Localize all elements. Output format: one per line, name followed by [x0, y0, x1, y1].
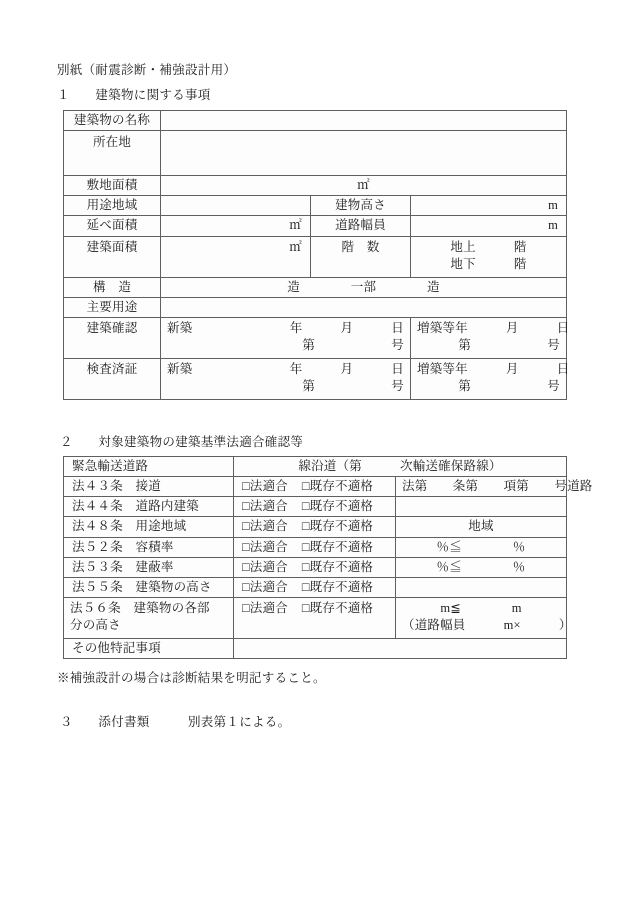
inspection-extension-number: 第 号	[458, 378, 560, 393]
article-52-label-cell	[64, 537, 234, 557]
confirmation-extension-label: 増築等	[417, 320, 456, 335]
article-44-check-group	[234, 497, 395, 516]
article-52-check-cell	[234, 537, 396, 557]
checkbox-conform-53[interactable]: □法適合	[242, 559, 288, 574]
address-value	[161, 131, 566, 139]
table-row-use-district	[64, 196, 567, 216]
article-53-detail: ％≦ ％	[436, 559, 526, 574]
article-53-detail-cell[interactable]	[396, 557, 567, 577]
article-56-label-cell	[64, 597, 234, 638]
article-55-check-group	[234, 578, 395, 597]
emergency-road-value: 線沿道（第 次輸送確保路線）	[298, 459, 502, 473]
building-name-value-cell[interactable]	[161, 111, 567, 131]
confirmation-extension-date-row	[411, 318, 570, 337]
article-56-check-group	[234, 598, 395, 617]
main-use-value-cell[interactable]	[161, 297, 567, 317]
building-height-label-cell	[311, 196, 411, 216]
building-area-unit: ㎡	[289, 239, 302, 254]
inspection-new-cell[interactable]	[161, 358, 411, 399]
inspection-new-number: 第 号	[302, 378, 404, 393]
other-notes-label-cell	[64, 638, 234, 658]
table-row-article-52	[64, 537, 567, 557]
article-48-detail: 地域	[468, 519, 494, 534]
table-row-article-55	[64, 577, 567, 597]
article-44-detail-cell[interactable]	[396, 497, 567, 517]
confirmation-extension-number: 第 号	[458, 337, 560, 352]
article-43-detail: 法第 条第 項第 号道路	[402, 479, 593, 494]
floors-above-ground: 地上 階	[450, 239, 527, 254]
inspection-new-date: 年 月 日	[289, 361, 404, 376]
document-title: 別紙（耐震診断・補強設計用）	[57, 63, 237, 77]
section-3-line: ３ 添付書類 別表第１による。	[60, 715, 291, 729]
article-48-check-group	[234, 517, 395, 536]
building-name-label-cell	[64, 111, 161, 131]
checkbox-conform-48[interactable]: □法適合	[242, 519, 288, 534]
other-notes-label: その他特記事項	[72, 640, 161, 655]
structure-value: 造 一部 造	[287, 279, 440, 294]
article-53-label-cell	[64, 557, 234, 577]
section-2-heading: ２ 対象建築物の建築基準法適合確認等	[60, 435, 304, 449]
emergency-road-label: 緊急輸送道路	[72, 459, 149, 473]
checkbox-nonconform-43[interactable]: □既存不適格	[301, 479, 374, 494]
other-notes-value	[234, 645, 566, 651]
article-55-detail	[396, 584, 566, 590]
article-48-check-cell	[234, 517, 396, 537]
compliance-table	[63, 456, 593, 659]
checkbox-conform-43[interactable]: □法適合	[242, 479, 288, 494]
table-row-main-use	[64, 297, 567, 317]
checkbox-conform-52[interactable]: □法適合	[242, 539, 288, 554]
checkbox-conform-55[interactable]: □法適合	[242, 579, 288, 594]
building-name-label: 建築物の名称	[73, 113, 151, 127]
table-row-building-name	[64, 111, 567, 131]
building-height-value-cell[interactable]	[411, 196, 567, 216]
site-area-value-cell[interactable]	[161, 176, 567, 196]
building-height-label: 建物高さ	[335, 198, 386, 213]
article-55-detail-cell[interactable]	[396, 577, 567, 597]
use-district-label-cell	[64, 196, 161, 216]
inspection-label-cell	[64, 358, 161, 399]
article-56-check-cell	[234, 597, 396, 638]
road-width-unit: m	[548, 218, 558, 233]
inspection-extension-cell[interactable]	[411, 358, 570, 399]
article-43-check-group	[234, 477, 395, 496]
checkbox-conform-56[interactable]: □法適合	[242, 600, 288, 615]
site-area-label: 敷地面積	[86, 178, 138, 193]
table-row-building-area	[64, 236, 567, 277]
article-48-detail-cell[interactable]	[396, 517, 567, 537]
use-district-value	[161, 203, 310, 209]
site-area-unit: ㎡	[357, 178, 370, 193]
building-info-table	[63, 110, 570, 400]
confirmation-label-cell	[64, 317, 161, 358]
article-56-detail-line2: （道路幅員 m× ）	[402, 618, 572, 632]
floors-value-cell[interactable]	[411, 236, 567, 277]
article-56-detail-line1: m≦ m	[440, 600, 522, 615]
section-1-heading: １ 建築物に関する事項	[57, 88, 211, 102]
article-52-detail-cell[interactable]	[396, 537, 567, 557]
road-width-value-cell[interactable]	[411, 216, 567, 236]
total-floor-area-label-cell	[64, 216, 161, 236]
inspection-extension-date-row	[411, 359, 570, 378]
article-56-detail-cell[interactable]	[396, 597, 572, 638]
building-area-value-cell[interactable]	[161, 236, 311, 277]
reinforcement-note: ※補強設計の場合は診断結果を明記すること。	[57, 671, 326, 685]
structure-label-cell	[64, 277, 161, 297]
total-floor-area-value-cell[interactable]	[161, 216, 311, 236]
main-use-value	[161, 304, 566, 310]
total-floor-area-label: 延べ面積	[86, 218, 138, 233]
inspection-label: 検査済証	[86, 361, 138, 376]
table-row-structure	[64, 277, 567, 297]
table-row-article-43	[64, 477, 567, 497]
article-44-label: 法４４条 道路内建築	[72, 499, 200, 514]
article-48-label: 法４８条 用途地域	[72, 519, 187, 534]
structure-label: 構 造	[92, 279, 132, 294]
article-44-detail	[396, 504, 566, 510]
confirmation-label: 建築確認	[86, 320, 138, 335]
table-row-article-48	[64, 517, 567, 537]
confirmation-new-cell[interactable]	[161, 317, 411, 358]
checkbox-nonconform-53[interactable]: □既存不適格	[301, 559, 374, 574]
article-52-label: 法５２条 容積率	[72, 539, 174, 554]
table-row-confirmation	[64, 317, 567, 358]
address-label: 所在地	[92, 135, 132, 150]
checkbox-nonconform-56[interactable]: □既存不適格	[301, 600, 374, 615]
emergency-road-label-cell	[64, 457, 234, 477]
confirmation-new-date: 年 月 日	[289, 320, 404, 335]
table-row-address	[64, 131, 567, 176]
table-row-total-floor-area	[64, 216, 567, 236]
checkbox-nonconform-55[interactable]: □既存不適格	[301, 579, 374, 594]
table-row-emergency-road	[64, 457, 567, 477]
inspection-extension-date: 年 月 日	[455, 361, 570, 376]
address-value-cell[interactable]	[161, 131, 567, 176]
building-area-label: 建築面積	[86, 239, 138, 254]
floors-label-cell	[311, 236, 411, 277]
confirmation-new-date-row	[161, 318, 410, 337]
article-48-label-cell	[64, 517, 234, 537]
article-43-label: 法４３条 接道	[72, 479, 161, 494]
address-label-cell	[64, 131, 161, 176]
building-height-unit: m	[548, 198, 558, 213]
table-row-inspection	[64, 358, 567, 399]
table-row-other-notes	[64, 638, 567, 658]
building-area-label-cell	[64, 236, 161, 277]
article-44-label-cell	[64, 497, 234, 517]
table-row-site-area	[64, 176, 567, 196]
table-row-article-44	[64, 497, 567, 517]
confirmation-new-label: 新築	[167, 320, 193, 335]
checkbox-nonconform-52[interactable]: □既存不適格	[301, 539, 374, 554]
article-52-detail: ％≦ ％	[436, 539, 526, 554]
article-56-label-line2: 分の高さ	[70, 618, 121, 632]
checkbox-nonconform-44[interactable]: □既存不適格	[301, 499, 374, 514]
article-53-check-group	[234, 558, 395, 577]
checkbox-nonconform-48[interactable]: □既存不適格	[301, 519, 374, 534]
road-width-label-cell	[311, 216, 411, 236]
use-district-value-cell[interactable]	[161, 196, 311, 216]
main-use-label-cell	[64, 297, 161, 317]
inspection-new-date-row	[161, 359, 410, 378]
article-52-check-group	[234, 538, 395, 557]
building-name-value	[161, 118, 566, 124]
table-row-article-56	[64, 597, 567, 638]
structure-value-cell[interactable]	[161, 277, 567, 297]
article-56-label-line1: 法５６条 建築物の各部	[70, 600, 210, 615]
article-55-check-cell	[234, 577, 396, 597]
article-44-check-cell	[234, 497, 396, 517]
confirmation-extension-cell[interactable]	[411, 317, 570, 358]
total-floor-area-unit: ㎡	[289, 218, 302, 233]
floors-label: 階 数	[341, 239, 380, 254]
article-53-label: 法５３条 建蔽率	[72, 559, 174, 574]
inspection-extension-label: 増築等	[417, 361, 456, 376]
article-53-check-cell	[234, 557, 396, 577]
checkbox-conform-44[interactable]: □法適合	[242, 499, 288, 514]
article-43-detail-cell[interactable]	[396, 477, 593, 497]
table-row-article-53	[64, 557, 567, 577]
emergency-road-value-cell[interactable]	[234, 457, 567, 477]
main-use-label: 主要用途	[86, 299, 138, 314]
inspection-new-label: 新築	[167, 361, 193, 376]
confirmation-new-number: 第 号	[302, 337, 404, 352]
article-55-label-cell	[64, 577, 234, 597]
floors-below-ground: 地下 階	[450, 256, 527, 271]
article-55-label: 法５５条 建築物の高さ	[72, 579, 212, 594]
road-width-label: 道路幅員	[335, 218, 386, 233]
article-43-label-cell	[64, 477, 234, 497]
use-district-label: 用途地域	[86, 198, 138, 213]
article-43-check-cell	[234, 477, 396, 497]
site-area-label-cell	[64, 176, 161, 196]
confirmation-extension-date: 年 月 日	[455, 320, 570, 335]
other-notes-value-cell[interactable]	[234, 638, 567, 658]
